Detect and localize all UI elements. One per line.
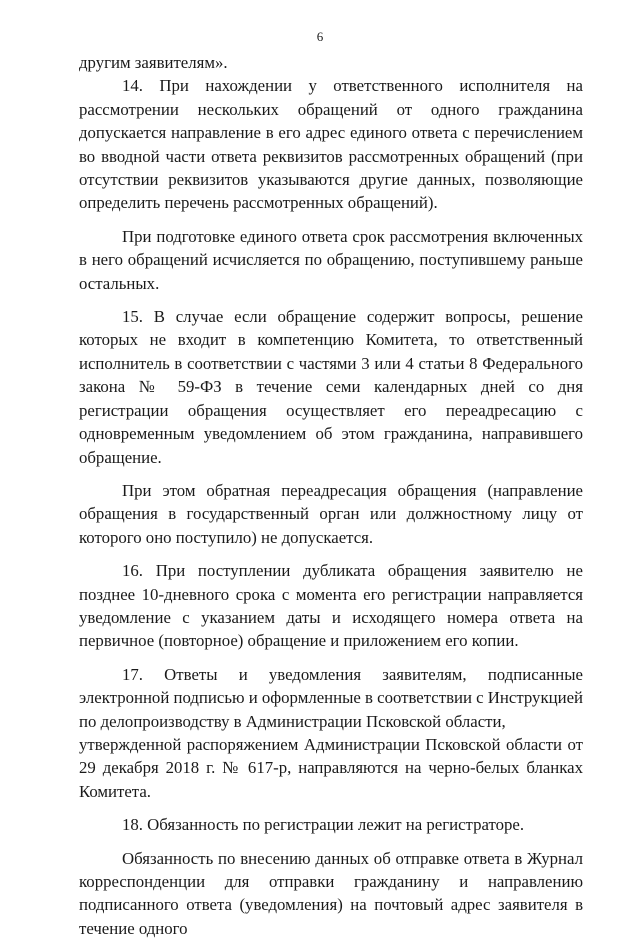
paragraph-item-17: 17. Ответы и уведомления заявителям, подписанные электронной подписью и оформленные в соответствии с Инструкцией по делопроизводству в Администрации Псковской области, утвержденной распоряжением Администрации Псковской области от 29 декабря 2018 г. № 617-р, направляются на черно-белых бланках Комитета. <box>79 664 583 801</box>
paragraph-single-answer-term: При подготовке единого ответа срок рассмотрения включенных в него обращений исчисляется по обращению, поступившему раньше остальных. <box>79 226 583 293</box>
paragraph-item-15: 15. В случае если обращение содержит вопросы, решение которых не входит в компетенцию Комитета, то ответственный исполнитель в соответствии с частями 3 или 4 статьи 8 Федерального закона № 59-ФЗ в течение семи календарных дней со дня регистрации обращения осуществляет его переадресацию с одновременным уведомлением об этом гражданина, направившего обращение. <box>79 307 583 467</box>
paragraph-continuation: другим заявителям». <box>79 53 228 72</box>
paragraph-item-14: 14. При нахождении у ответственного исполнителя на рассмотрении нескольких обращений от одного гражданина допускается направление в его адрес единого ответа с перечислением во вводной части ответа реквизитов рассмотренных обращений (при отсутствии реквизитов указываются другие данных, позволяющие определить перечень рассмотренных обращений). <box>79 76 583 213</box>
paragraph-reverse-redirect: При этом обратная переадресация обращения (направление обращения в государственный орган или должностному лицу от которого оно поступило) не допускается. <box>79 480 583 547</box>
paragraph-journal-duty: Обязанность по внесению данных об отправке ответа в Журнал корреспонденции для отправки гражданину и направлению подписанного ответа (уведомления) на почтовый адрес заявителя в течение одного <box>79 848 583 938</box>
paragraph-item-18: 18. Обязанность по регистрации лежит на регистраторе. <box>122 815 525 835</box>
document-body <box>79 51 583 940</box>
paragraph-item-16: 16. При поступлении дубликата обращения заявителю не позднее 10-дневного срока с момента его регистрации направляется уведомление с указанием даты и исходящего номера ответа на первичное (повторное) обращение и приложением его копии. <box>79 561 583 651</box>
page-number: 6 <box>316 29 324 44</box>
